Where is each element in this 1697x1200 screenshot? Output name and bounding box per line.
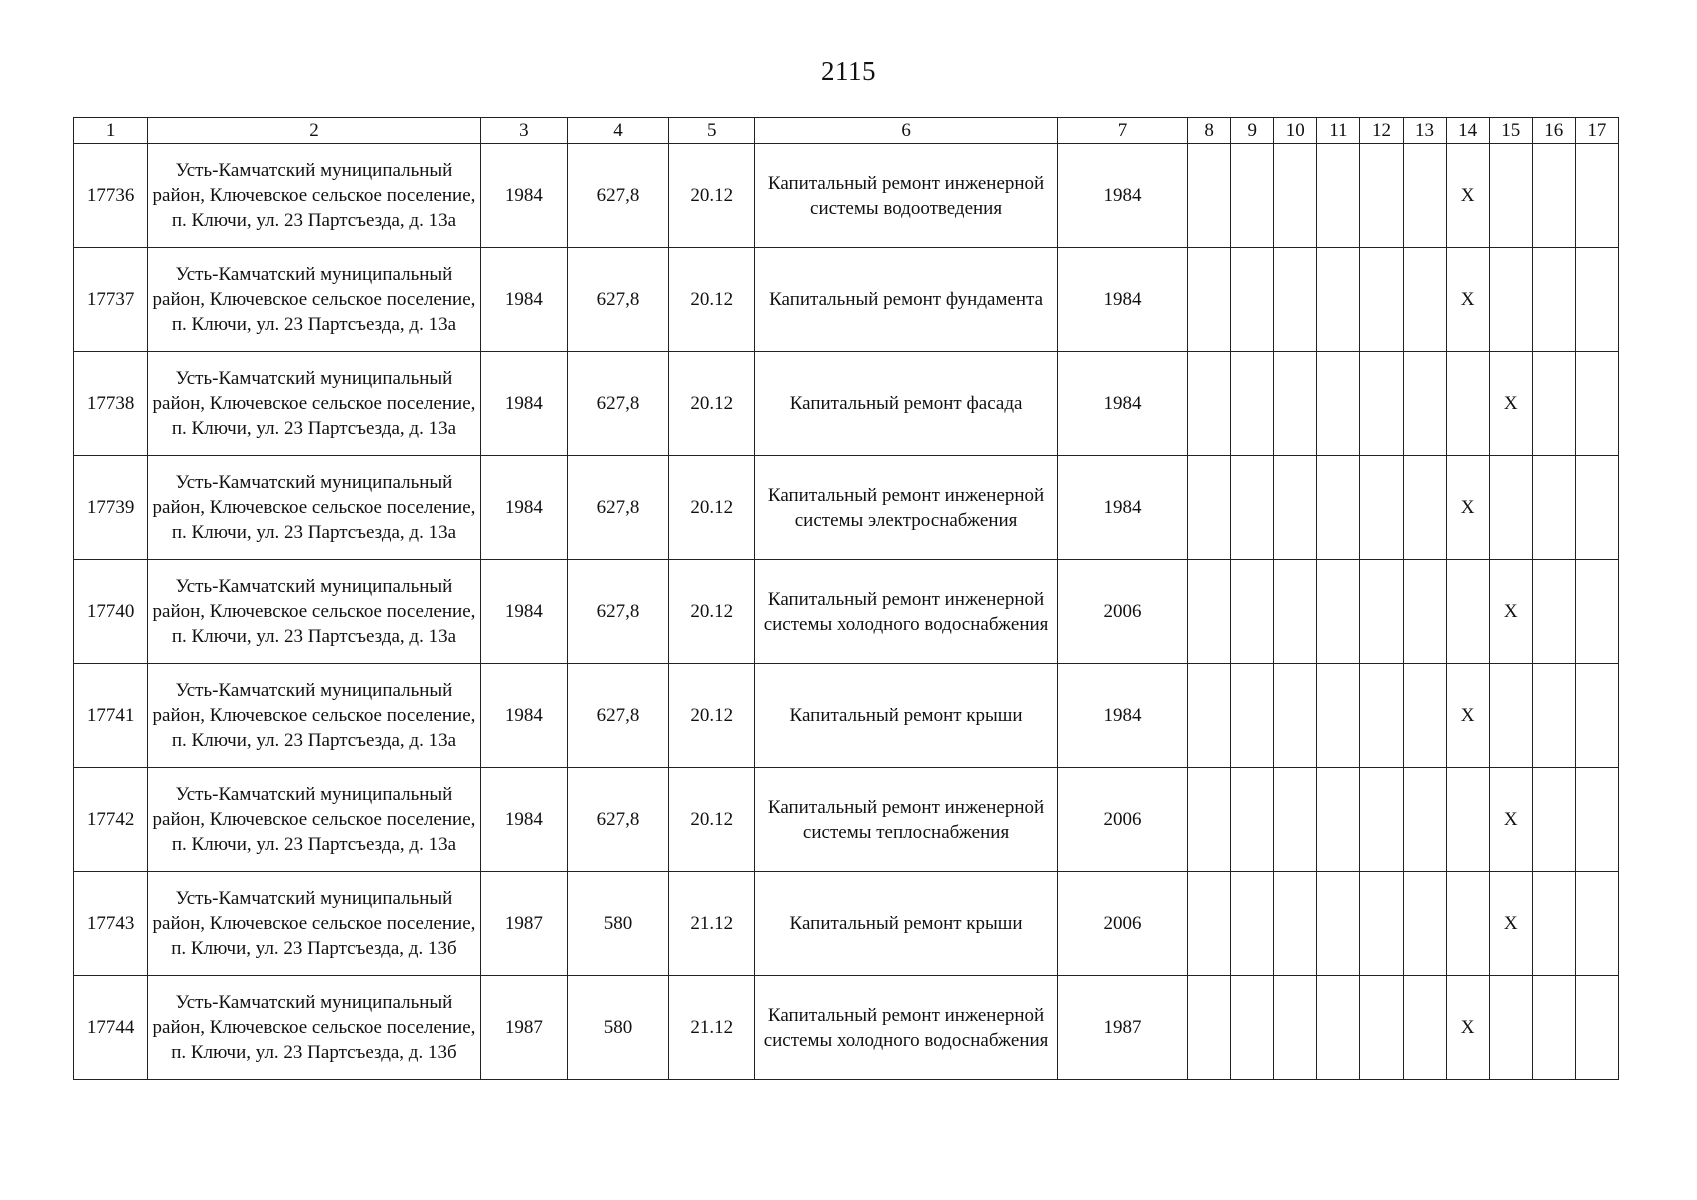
period-cell <box>1360 456 1403 560</box>
column-header: 4 <box>567 118 668 144</box>
row-id: 17741 <box>74 664 148 768</box>
period-cell <box>1575 144 1618 248</box>
period-cell <box>1403 872 1446 976</box>
column-header: 8 <box>1188 118 1231 144</box>
last-repair-year-cell: 2006 <box>1057 872 1187 976</box>
period-cell <box>1231 352 1274 456</box>
period-cell <box>1360 248 1403 352</box>
address-cell: Усть-Камчатский муниципальный район, Ключевское сельское поселение, п. Ключи, ул. 23 Партсъезда, д. 13а <box>148 560 481 664</box>
row-id: 17737 <box>74 248 148 352</box>
period-cell <box>1188 144 1231 248</box>
work-type-cell: Капитальный ремонт инженерной системы водоотведения <box>755 144 1058 248</box>
build-year-cell: 1984 <box>480 248 567 352</box>
last-repair-year-cell: 1984 <box>1057 456 1187 560</box>
period-cell <box>1317 664 1360 768</box>
code-cell: 20.12 <box>669 560 755 664</box>
period-cell <box>1403 560 1446 664</box>
table-row <box>74 664 1619 768</box>
period-cell <box>1231 248 1274 352</box>
area-cell: 627,8 <box>567 456 668 560</box>
period-cell <box>1446 352 1489 456</box>
period-cell <box>1360 664 1403 768</box>
work-type-cell: Капитальный ремонт фундамента <box>755 248 1058 352</box>
row-id: 17739 <box>74 456 148 560</box>
build-year-cell: 1984 <box>480 560 567 664</box>
column-header: 11 <box>1317 118 1360 144</box>
column-header: 12 <box>1360 118 1403 144</box>
period-cell <box>1575 872 1618 976</box>
last-repair-year-cell: 2006 <box>1057 768 1187 872</box>
period-cell <box>1446 872 1489 976</box>
period-cell <box>1317 976 1360 1080</box>
period-cell <box>1188 352 1231 456</box>
period-cell <box>1489 144 1532 248</box>
work-type-cell: Капитальный ремонт крыши <box>755 664 1058 768</box>
table-row <box>74 248 1619 352</box>
period-cell <box>1274 768 1317 872</box>
period-cell <box>1231 560 1274 664</box>
last-repair-year-cell: 1984 <box>1057 352 1187 456</box>
work-type-cell: Капитальный ремонт инженерной системы холодного водоснабжения <box>755 560 1058 664</box>
code-cell: 20.12 <box>669 248 755 352</box>
period-cell <box>1231 664 1274 768</box>
period-cell <box>1188 560 1231 664</box>
code-cell: 20.12 <box>669 352 755 456</box>
last-repair-year-cell: 1984 <box>1057 248 1187 352</box>
period-cell <box>1532 456 1575 560</box>
code-cell: 21.12 <box>669 872 755 976</box>
period-cell <box>1274 144 1317 248</box>
period-cell: X <box>1446 456 1489 560</box>
code-cell: 20.12 <box>669 768 755 872</box>
build-year-cell: 1984 <box>480 768 567 872</box>
area-cell: 627,8 <box>567 352 668 456</box>
area-cell: 627,8 <box>567 664 668 768</box>
period-cell <box>1489 664 1532 768</box>
address-cell: Усть-Камчатский муниципальный район, Ключевское сельское поселение, п. Ключи, ул. 23 Партсъезда, д. 13а <box>148 664 481 768</box>
period-cell <box>1317 560 1360 664</box>
last-repair-year-cell: 1984 <box>1057 144 1187 248</box>
code-cell: 21.12 <box>669 976 755 1080</box>
period-cell <box>1317 352 1360 456</box>
period-cell: X <box>1489 872 1532 976</box>
last-repair-year-cell: 1984 <box>1057 664 1187 768</box>
period-cell <box>1489 976 1532 1080</box>
build-year-cell: 1987 <box>480 976 567 1080</box>
column-header: 15 <box>1489 118 1532 144</box>
period-cell <box>1532 664 1575 768</box>
period-cell <box>1403 144 1446 248</box>
period-cell <box>1360 352 1403 456</box>
period-cell <box>1575 976 1618 1080</box>
build-year-cell: 1984 <box>480 352 567 456</box>
column-header: 3 <box>480 118 567 144</box>
table-row <box>74 560 1619 664</box>
period-cell <box>1317 144 1360 248</box>
period-cell <box>1575 248 1618 352</box>
period-cell: X <box>1489 560 1532 664</box>
period-cell <box>1231 144 1274 248</box>
column-header: 10 <box>1274 118 1317 144</box>
period-cell <box>1575 560 1618 664</box>
area-cell: 627,8 <box>567 144 668 248</box>
address-cell: Усть-Камчатский муниципальный район, Ключевское сельское поселение, п. Ключи, ул. 23 Партсъезда, д. 13б <box>148 872 481 976</box>
period-cell <box>1403 768 1446 872</box>
work-type-cell: Капитальный ремонт крыши <box>755 872 1058 976</box>
period-cell <box>1403 976 1446 1080</box>
period-cell <box>1360 976 1403 1080</box>
table-row <box>74 768 1619 872</box>
period-cell <box>1575 352 1618 456</box>
last-repair-year-cell: 2006 <box>1057 560 1187 664</box>
period-cell <box>1188 664 1231 768</box>
period-cell <box>1188 248 1231 352</box>
period-cell <box>1489 456 1532 560</box>
period-cell <box>1532 560 1575 664</box>
period-cell <box>1403 352 1446 456</box>
row-id: 17740 <box>74 560 148 664</box>
column-header: 16 <box>1532 118 1575 144</box>
period-cell <box>1317 872 1360 976</box>
column-header: 1 <box>74 118 148 144</box>
table-row <box>74 144 1619 248</box>
period-cell <box>1274 664 1317 768</box>
build-year-cell: 1984 <box>480 144 567 248</box>
period-cell: X <box>1489 352 1532 456</box>
period-cell <box>1360 872 1403 976</box>
period-cell <box>1532 768 1575 872</box>
work-type-cell: Капитальный ремонт инженерной системы электроснабжения <box>755 456 1058 560</box>
page-number: 2115 <box>821 56 876 86</box>
period-cell <box>1360 560 1403 664</box>
column-header: 6 <box>755 118 1058 144</box>
period-cell <box>1274 456 1317 560</box>
period-cell: X <box>1489 768 1532 872</box>
period-cell <box>1446 768 1489 872</box>
period-cell <box>1188 768 1231 872</box>
area-cell: 627,8 <box>567 560 668 664</box>
address-cell: Усть-Камчатский муниципальный район, Ключевское сельское поселение, п. Ключи, ул. 23 Партсъезда, д. 13а <box>148 352 481 456</box>
period-cell: X <box>1446 664 1489 768</box>
column-header: 2 <box>148 118 481 144</box>
column-header: 17 <box>1575 118 1618 144</box>
period-cell <box>1231 976 1274 1080</box>
period-cell <box>1274 872 1317 976</box>
period-cell: X <box>1446 248 1489 352</box>
period-cell <box>1274 352 1317 456</box>
table-row <box>74 872 1619 976</box>
period-cell <box>1231 872 1274 976</box>
address-cell: Усть-Камчатский муниципальный район, Ключевское сельское поселение, п. Ключи, ул. 23 Партсъезда, д. 13а <box>148 144 481 248</box>
area-cell: 580 <box>567 872 668 976</box>
period-cell <box>1403 664 1446 768</box>
period-cell <box>1446 560 1489 664</box>
period-cell <box>1575 456 1618 560</box>
period-cell <box>1274 976 1317 1080</box>
row-id: 17743 <box>74 872 148 976</box>
code-cell: 20.12 <box>669 456 755 560</box>
table-row <box>74 456 1619 560</box>
period-cell <box>1188 872 1231 976</box>
build-year-cell: 1984 <box>480 456 567 560</box>
period-cell <box>1489 248 1532 352</box>
period-cell <box>1532 144 1575 248</box>
period-cell: X <box>1446 144 1489 248</box>
period-cell <box>1575 768 1618 872</box>
period-cell <box>1532 872 1575 976</box>
period-cell: X <box>1446 976 1489 1080</box>
last-repair-year-cell: 1987 <box>1057 976 1187 1080</box>
column-header: 13 <box>1403 118 1446 144</box>
column-header: 7 <box>1057 118 1187 144</box>
row-id: 17738 <box>74 352 148 456</box>
address-cell: Усть-Камчатский муниципальный район, Ключевское сельское поселение, п. Ключи, ул. 23 Партсъезда, д. 13а <box>148 248 481 352</box>
period-cell <box>1360 768 1403 872</box>
period-cell <box>1231 456 1274 560</box>
period-cell <box>1532 352 1575 456</box>
build-year-cell: 1984 <box>480 664 567 768</box>
period-cell <box>1403 456 1446 560</box>
period-cell <box>1317 456 1360 560</box>
column-header: 5 <box>669 118 755 144</box>
code-cell: 20.12 <box>669 664 755 768</box>
repair-schedule-table <box>73 117 1619 1080</box>
area-cell: 627,8 <box>567 768 668 872</box>
work-type-cell: Капитальный ремонт инженерной системы теплоснабжения <box>755 768 1058 872</box>
code-cell: 20.12 <box>669 144 755 248</box>
area-cell: 627,8 <box>567 248 668 352</box>
period-cell <box>1360 144 1403 248</box>
table-row <box>74 352 1619 456</box>
table-row <box>74 976 1619 1080</box>
address-cell: Усть-Камчатский муниципальный район, Ключевское сельское поселение, п. Ключи, ул. 23 Партсъезда, д. 13а <box>148 456 481 560</box>
period-cell <box>1575 664 1618 768</box>
column-header: 9 <box>1231 118 1274 144</box>
build-year-cell: 1987 <box>480 872 567 976</box>
period-cell <box>1532 976 1575 1080</box>
row-id: 17736 <box>74 144 148 248</box>
column-header: 14 <box>1446 118 1489 144</box>
period-cell <box>1231 768 1274 872</box>
work-type-cell: Капитальный ремонт инженерной системы холодного водоснабжения <box>755 976 1058 1080</box>
period-cell <box>1188 456 1231 560</box>
period-cell <box>1532 248 1575 352</box>
row-id: 17742 <box>74 768 148 872</box>
header-row <box>74 118 1619 144</box>
period-cell <box>1317 248 1360 352</box>
area-cell: 580 <box>567 976 668 1080</box>
period-cell <box>1274 248 1317 352</box>
row-id: 17744 <box>74 976 148 1080</box>
period-cell <box>1188 976 1231 1080</box>
address-cell: Усть-Камчатский муниципальный район, Ключевское сельское поселение, п. Ключи, ул. 23 Партсъезда, д. 13а <box>148 768 481 872</box>
work-type-cell: Капитальный ремонт фасада <box>755 352 1058 456</box>
period-cell <box>1317 768 1360 872</box>
period-cell <box>1274 560 1317 664</box>
address-cell: Усть-Камчатский муниципальный район, Ключевское сельское поселение, п. Ключи, ул. 23 Партсъезда, д. 13б <box>148 976 481 1080</box>
period-cell <box>1403 248 1446 352</box>
